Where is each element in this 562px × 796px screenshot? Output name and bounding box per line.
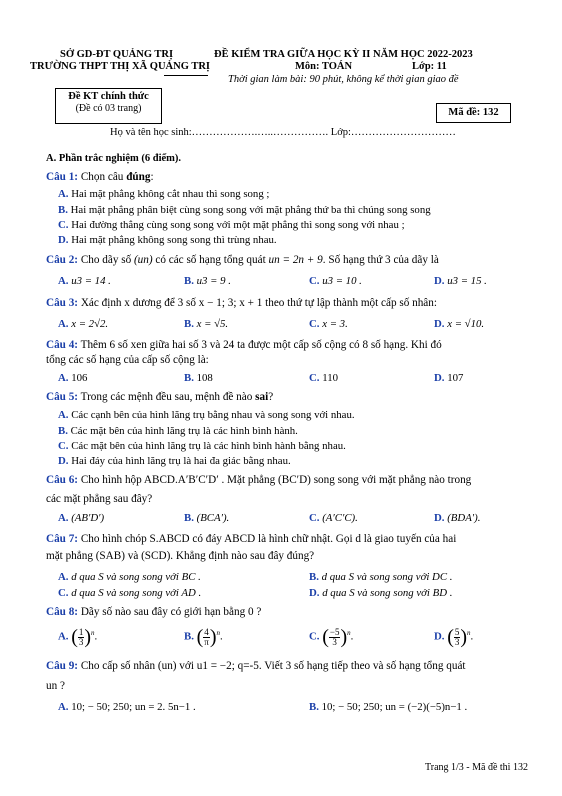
q7-d-text: d qua S và song song với BD . [322,587,453,599]
department-name: SỞ GD-ĐT QUẢNG TRỊ [60,49,174,60]
q8-c-den: 3 [332,636,337,647]
question-2-option-d: D. u3 = 15 . [434,275,487,287]
q2-b-text: u3 = 9 . [196,275,231,287]
q6-d-text: (BDA′). [447,512,481,524]
q5-a-text: Các cạnh bên của hình lăng trụ bằng nhau và song song với nhau. [71,409,355,421]
q6-c-text: (A′C′C). [322,512,358,524]
question-7-option-b: B. d qua S và song song với DC . [309,571,453,583]
q2-a-text: u3 = 14 . [71,275,111,287]
q4-d-text: 107 [447,372,464,384]
q1-a-text: Hai mặt phẳng không cắt nhau thì song song ; [71,188,270,200]
q8-d-den: 3 [454,636,460,647]
question-1 [46,171,154,183]
question-1-emphasis: đúng [126,171,151,183]
q8-c-num: −5 [329,626,340,637]
question-4-line1: Thêm 6 số xen giữa hai số 3 và 24 ta được một cấp số cộng có 8 số hạng. Khi đó [80,339,442,351]
official-box [55,88,162,124]
question-3 [46,297,437,309]
question-8-text: Dãy số nào sau đây có giới hạn bằng 0 ? [80,606,262,618]
question-5-option-d: D. Hai đáy của hình lăng trụ là hai đa giác bằng nhau. [58,455,291,467]
question-9-option-b: B. 10; − 50; 250; un = (−2)(−5)n−1 . [309,701,468,713]
question-4-option-a: A. 106 [58,372,88,384]
question-2-option-b: B. u3 = 9 . [184,275,231,287]
section-a-title: A. Phần trắc nghiệm (6 điểm). [46,153,182,164]
question-2-text2: có các số hạng tổng quát [155,254,266,266]
question-5-label: Câu 5: [46,391,79,403]
question-3-option-d: D. x = √10. [434,318,485,330]
question-1-option-b: B. Hai mặt phẳng phân biệt cùng song song với mặt phẳng thứ ba thì chúng song song [58,204,431,216]
q1-b-text: Hai mặt phẳng phân biệt cùng song song với mặt phẳng thứ ba thì chúng song song [70,204,431,216]
question-4 [46,339,442,351]
question-2-label: Câu 2: [46,254,79,266]
q9-b-text: 10; − 50; 250; un = (−2)(−5)n−1 . [321,701,468,713]
question-5-option-b: B. Các mặt bên của hình lăng trụ là các hình bình hành. [58,425,298,437]
question-8-option-c: C. ( $\frac{-5}{3}$ )$^n$. [309,626,354,648]
question-6-line1: Cho hình hộp ABCD.A′B′C′D′ . Mặt phẳng (BC′D) song song với mặt phẳng nào trong [80,474,472,486]
question-1-option-d: D. Hai mặt phẳng không song song thì trùng nhau. [58,234,277,246]
question-7-line2: mặt phẳng (SAB) và (SCD). Khẳng định nào sau đây đúng? [46,550,315,562]
grade: Lớp: 11 [412,61,447,72]
question-2-option-a: A. u3 = 14 . [58,275,111,287]
page-count: (Đề có 03 trang) [75,103,142,114]
question-3-text: Xác định x dương để 3 số x − 1; 3; x + 1 theo thứ tự lập thành một cấp số nhân: [80,297,437,309]
question-5-end: ? [268,391,274,403]
q8-b-num: 4 [204,626,209,637]
question-1-option-a: A. Hai mặt phẳng không cắt nhau thì song song ; [58,188,270,200]
q3-c-text: x = 3. [322,318,348,330]
question-8 [46,606,261,618]
q3-b-text: x = √5. [196,318,229,330]
question-4-option-d: D. 107 [434,372,464,384]
q5-c-text: Các mặt bên của hình lăng trụ là các hình bình hành bằng nhau. [71,440,346,452]
question-7 [46,533,456,545]
q7-b-text: d qua S và song song với DC . [321,571,453,583]
q8-b-den: π [204,636,209,647]
question-1-label: Câu 1: [46,171,79,183]
q6-b-text: (BCA′). [196,512,230,524]
question-6-line2: các mặt phẳng sau đây? [46,493,153,505]
q2-c-text: u3 = 10 . [322,275,362,287]
question-1-option-c: C. Hai đường thẳng cùng song song với một mặt phẳng thì song song với nhau ; [58,219,405,231]
question-7-option-a: A. d qua S và song song với BC . [58,571,201,583]
q8-c-exp: n [347,628,351,637]
question-9-line1: Cho cấp số nhân (un) với u1 = −2; q=-5. Viết 3 số hạng tiếp theo và số hạng tổng quát [80,660,466,672]
q3-d-text: x = √10. [447,318,485,330]
q2-d-text: u3 = 15 . [447,275,487,287]
question-4-line2: tổng các số hạng của cấp số cộng là: [46,354,209,366]
question-6-option-c: C. (A′C′C). [309,512,358,524]
exam-code: Mã đề: 132 [448,107,499,118]
question-5-text: Trong các mệnh đều sau, mệnh đề nào [80,391,253,403]
question-4-label: Câu 4: [46,339,79,351]
question-3-option-b: B. x = √5. [184,318,229,330]
question-8-option-d: D. ( $\frac{5}{3}$ )$^n$. [434,626,474,648]
question-2 [46,254,439,266]
q7-c-text: d qua S và song song với AD . [71,587,202,599]
q8-d-exp: n [467,628,471,637]
question-1-text: Chọn câu [80,171,124,183]
question-8-option-b: B. ( $\frac{4}{\pi}$ )$^n$. [184,626,223,648]
q8-d-num: 5 [454,626,460,637]
q6-a-text: (AB′D′) [71,512,105,524]
q1-c-text: Hai đường thẳng cùng song song với một mặt phẳng thì song song với nhau ; [71,219,405,231]
question-2-seq: (un) [133,254,153,266]
q8-b-exp: n [216,628,220,637]
question-5-option-a: A. Các cạnh bên của hình lăng trụ bằng nhau và song song với nhau. [58,409,355,421]
q4-c-text: 110 [322,372,338,384]
question-6-option-b: B. (BCA′). [184,512,230,524]
q1-d-text: Hai mặt phẳng không song song thì trùng nhau. [71,234,277,246]
question-7-option-c: C. d qua S và song song với AD . [58,587,202,599]
question-7-label: Câu 7: [46,533,79,545]
question-8-label: Câu 8: [46,606,79,618]
question-4-option-b: B. 108 [184,372,213,384]
question-5-emphasis: sai [255,391,269,403]
question-2-option-c: C. u3 = 10 . [309,275,362,287]
question-9 [46,660,466,672]
q9-a-text: 10; − 50; 250; un = 2. 5n−1 . [71,701,196,713]
question-7-line1: Cho hình chóp S.ABCD có đáy ABCD là hình chữ nhật. Gọi d là giao tuyến của hai [80,533,457,545]
q4-b-text: 108 [196,372,213,384]
q8-a-num: 1 [78,626,84,637]
question-5-option-c: C. Các mặt bên của hình lăng trụ là các hình bình hành bằng nhau. [58,440,346,452]
question-3-option-c: C. x = 3. [309,318,348,330]
question-6-label: Câu 6: [46,474,79,486]
q8-a-exp: n [91,628,95,637]
q7-a-text: d qua S và song song với BC . [71,571,201,583]
page-footer: Trang 1/3 - Mã đề thi 132 [425,762,528,773]
q3-a-text: x = 2√2. [71,318,109,330]
time-note: Thời gian làm bài: 90 phút, không kể thời gian giao đề [228,74,459,85]
official-label: Đề KT chính thức [68,91,149,102]
question-9-option-a: A. 10; − 50; 250; un = 2. 5n−1 . [58,701,196,713]
question-6 [46,474,471,486]
question-4-option-c: C. 110 [309,372,338,384]
question-6-option-a: A. (AB′D′) [58,512,105,524]
exam-code-box [436,103,511,123]
q5-b-text: Các mặt bên của hình lăng trụ là các hình bình hành. [70,425,298,437]
q5-d-text: Hai đáy của hình lăng trụ là hai đa giác bằng nhau. [71,455,291,467]
question-2-text1: Cho dãy số [80,254,132,266]
school-underline [164,75,208,76]
question-3-option-a: A. x = 2√2. [58,318,109,330]
question-9-line2: un ? [46,680,65,692]
q4-a-text: 106 [71,372,88,384]
question-7-option-d: D. d qua S và song song với BD . [309,587,453,599]
student-info-line: Họ và tên học sinh:……………….…..……………. Lớp:………………………… [110,127,456,138]
exam-title: ĐỀ KIỂM TRA GIỮA HỌC KỲ II NĂM HỌC 2022-2023 [214,49,473,60]
question-3-label: Câu 3: [46,297,79,309]
question-9-label: Câu 9: [46,660,79,672]
question-8-option-a: A. ( $\frac{1}{3}$ )$^n$. [58,626,98,648]
question-1-end: : [150,171,154,183]
question-2-text3: . Số hạng thứ 3 của dãy là [322,254,439,266]
subject: Môn: TOÁN [295,61,353,72]
question-5 [46,391,273,403]
question-2-formula: un = 2n + 9 [268,254,323,266]
q8-a-den: 3 [78,636,84,647]
school-name: TRƯỜNG THPT THỊ XÃ QUẢNG TRỊ [30,61,210,72]
question-6-option-d: D. (BDA′). [434,512,481,524]
